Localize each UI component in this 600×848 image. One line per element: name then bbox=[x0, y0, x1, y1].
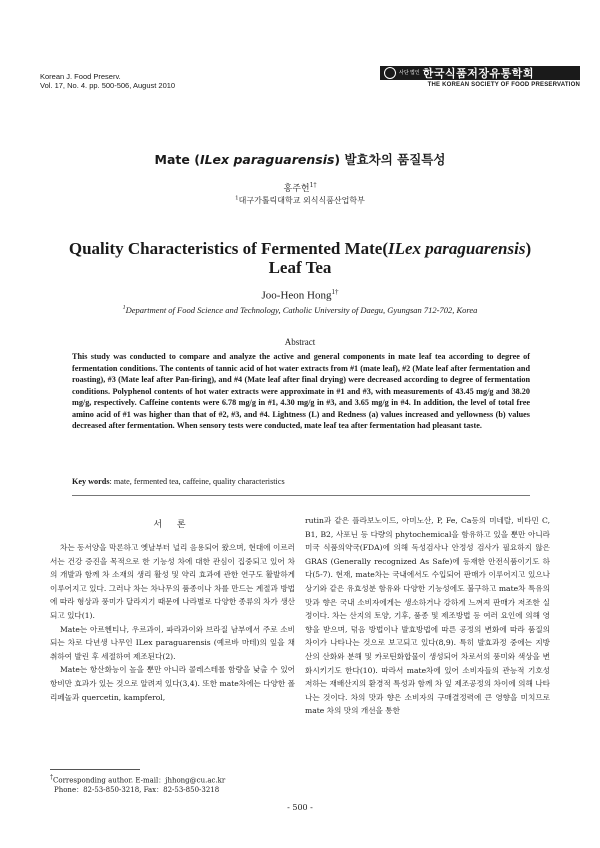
society-korean-name: 한국식품저장유통학회 bbox=[422, 67, 534, 80]
korean-author bbox=[0, 181, 600, 194]
korean-affiliation bbox=[0, 195, 600, 206]
keywords bbox=[72, 477, 530, 486]
english-affiliation-mark: 1 bbox=[122, 305, 126, 312]
korean-author-mark: 1† bbox=[309, 182, 317, 189]
page-number: - 500 - bbox=[287, 803, 313, 812]
korean-title bbox=[0, 150, 600, 168]
korean-author-name: 홍주헌 bbox=[283, 184, 310, 194]
society-emblem-icon bbox=[384, 67, 396, 79]
society-sub-label: 사단 법인 bbox=[399, 69, 420, 76]
english-title bbox=[60, 239, 540, 277]
english-author-name: Joo-Heon Hong bbox=[261, 289, 332, 302]
english-title-species: ILex paraguarensis bbox=[388, 239, 526, 258]
abstract-body: This study was conducted to compare and analyze the active and general components in mate leaf tea according to degree of fermentation conditions. The contents of tannic acid of hot water extracts from #1 (mate leaf), #2 (Mate leaf after fermentation and roasting), #3 (Mate leaf after Pan-firing), and #4 (Mate leaf after final drying) were decreased according to degree of fermentation conditions. Polyphenol contents of hot water extracts were approximate in #1 and #3, with measurements of 43.45 mg/g and 38.20 mg/g, respectively. Caffeine contents were 6.78 mg/g in #1, 4.30 mg/g in #3, and 3.65 mg/g in #4. In addition, the level of total free amino acid of #1 was higher than that of #2, #3, and #4. Lightness (L) and Redness (a) values increased and yellowness (b) values decreased after fermentation. When sensory tests were conducted, mate leaf tea after fermentation had pleasant taste. bbox=[72, 352, 530, 430]
abstract-heading: Abstract bbox=[284, 337, 316, 347]
paragraph: Mate는 항산화능이 높을 뿐만 아니라 콜레스테롤 함량을 낮출 수 있어 항비만 효과가 있는 것으로 알려져 있다(3,4). 또한 mate차에는 다양한 폴리페놀과 quercetin, kampferol, bbox=[50, 665, 295, 702]
korean-title-species: ILex paraguarensis bbox=[199, 152, 335, 167]
footnote-divider bbox=[50, 769, 140, 770]
korean-affiliation-mark: 1 bbox=[235, 195, 239, 202]
english-title-post: ) bbox=[525, 239, 532, 258]
english-author bbox=[0, 288, 600, 302]
paragraph: Mate는 아르헨티나, 우르과이, 파라과이와 브라질 남부에서 주로 소비되는 차로 다년생 나무인 ILex paraguarensis (예르바 마테)의 잎을 채취하여 발린 후 세절하여 제조된다(2). bbox=[50, 624, 295, 661]
english-title-line2: Leaf Tea bbox=[268, 258, 332, 277]
korean-title-pre: Mate ( bbox=[154, 152, 200, 167]
keywords-label: Key words bbox=[72, 477, 110, 486]
left-column bbox=[50, 541, 295, 704]
paragraph: 차는 동서양을 막론하고 옛날부터 널리 음용되어 왔으며, 현대에 이르러서는 건강 증진을 목적으로 한 기능성 차에 대한 관심이 집중되고 있어 차의 개발과 함께 차 소재의 생리 활성 및 약리 효과에 관한 연구도 활발하게 이루어지고 있다. 그러나 차는 차나무의 품종이나 차를 만드는 계절과 방법에 따라 형상과 풍미가 달라지기 때문에 나라별로 다양한 종류의 차가 생산되고 있다(1). bbox=[50, 543, 295, 620]
journal-info bbox=[40, 72, 175, 90]
footnote-phone: Phone：82-53-850-3218, Fax：82-53-850-3218 bbox=[54, 786, 220, 795]
paragraph: rutin과 같은 플라보노이드, 아미노산, P, Fe, Ca등의 미네랄, 비타민 C, B1, B2, 사포닌 등 다량의 phytochemical을 함유하고 있을 뿐만 아니라 미국 식품의약국(FDA)에 의해 독성검사나 안정성 검사가 필요하지 않은 GRAS (Generally recognized As Safe)에 등재한 안전식품이기도 하다(5-7). 현재, mate차는 국내에서도 수입되어 판매가 이루어지고 있으나 상기와 같은 유효성분 함유와 다양한 기능성에도 불구하고 mate차 특유의 맛과 향은 국내 소비자에게는 생소하거나 강하게 느껴져 판매가 저조한 실정이다. 차는 산지의 토양, 기후, 품종 및 제조방법 등 여러 요인에 의해 영향을 받으며, 덖음 방법이나 발효방법에 따른 공정의 변화에 따라 품질의 차이가 나타나는 것으로 보고되고 있다(8,9). 특히 발효과정 중에는 지방산의 산화와 분해 및 카로틴화합물이 생성되어 차로서의 풍미와 색상을 변화시키기도 한다(10). 따라서 mate차에 있어 소비자들의 관능적 기호성 저하는 재배산지의 환경적 특성과 함께 차 잎 제조공정의 차이에 의해 나타나는 것이다. 차의 맛과 향은 소비자의 구매결정력에 큰 영향을 미치므로 mate 차의 맛의 개선을 통한 bbox=[305, 516, 550, 716]
journal-volume: Vol. 17, No. 4. pp. 500-506, August 2010 bbox=[40, 81, 176, 90]
footnote-mark: † bbox=[50, 774, 53, 781]
keywords-list: : mate, fermented tea, caffeine, quality characteristics bbox=[109, 477, 285, 486]
journal-name: Korean J. Food Preserv. bbox=[40, 72, 121, 81]
english-title-pre: Quality Characteristics of Fermented Mate( bbox=[68, 239, 388, 258]
english-affiliation bbox=[0, 305, 600, 315]
english-author-mark: 1† bbox=[331, 288, 339, 296]
footnote bbox=[50, 773, 310, 795]
divider bbox=[72, 495, 530, 496]
society-logo-block bbox=[380, 66, 580, 88]
korean-affiliation-text: 대구가톨릭대학교 외식식품산업학부 bbox=[238, 196, 365, 205]
society-banner bbox=[380, 66, 580, 80]
footnote-email: Corresponding author. E-mail：jhhong@cu.ac.kr bbox=[53, 776, 226, 785]
korean-title-post: ) 발효차의 품질특성 bbox=[334, 152, 446, 167]
right-column bbox=[305, 514, 550, 718]
english-affiliation-text: Department of Food Science and Technology, Catholic University of Daegu, Gyungsan 712-702, Korea bbox=[125, 305, 478, 315]
society-english-name: THE KOREAN SOCIETY OF FOOD PRESERVATION bbox=[427, 82, 580, 88]
introduction-heading: 서 론 bbox=[153, 520, 192, 530]
